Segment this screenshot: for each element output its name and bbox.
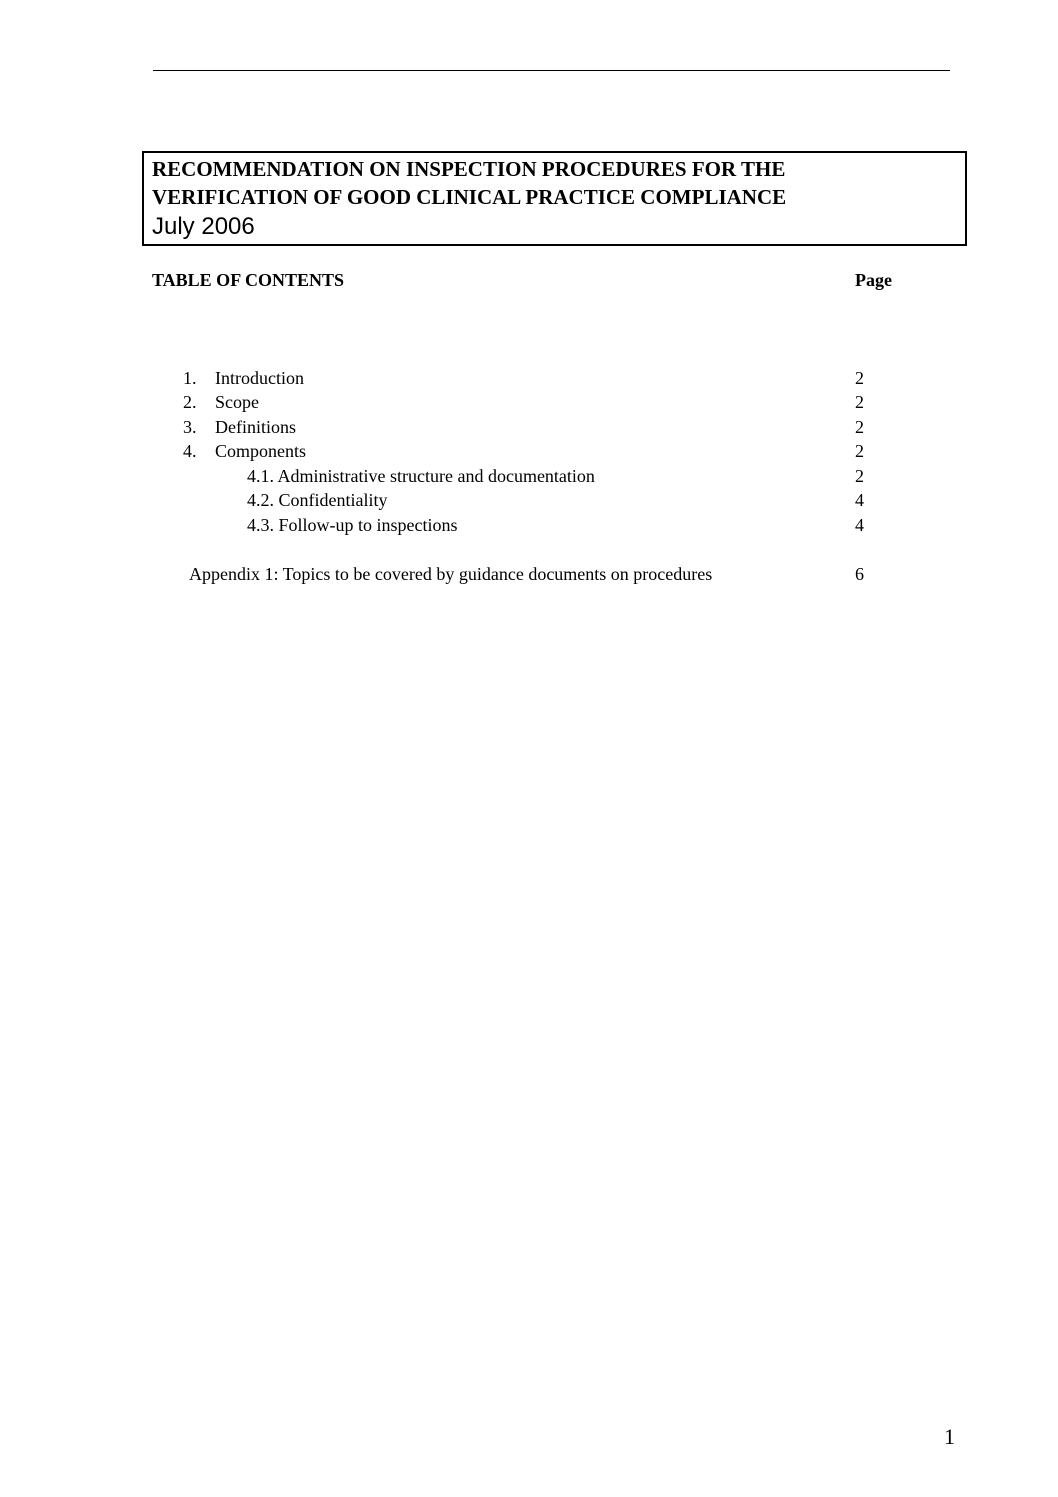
toc-entry-label: 4.2. Confidentiality	[247, 490, 388, 510]
toc-entry-page: 6	[855, 564, 864, 584]
toc-entry-components	[0, 439, 1058, 463]
toc-entry-page: 2	[855, 392, 864, 412]
toc-page-column-heading: Page	[855, 270, 892, 290]
toc-entry-number: 2.	[183, 392, 197, 412]
toc-heading: TABLE OF CONTENTS	[152, 270, 345, 290]
toc-entry-page: 4	[855, 515, 864, 535]
toc-entry-appendix-1	[0, 562, 1058, 586]
document-date: July 2006	[152, 213, 255, 240]
toc-entry-number: 3.	[183, 417, 197, 437]
toc-entry-label: Components	[215, 441, 307, 461]
toc-entry-administrative-structure	[0, 464, 1058, 488]
document-title-line-1: RECOMMENDATION ON INSPECTION PROCEDURES FOR THE	[152, 157, 786, 181]
toc-entry-label: Appendix 1: Topics to be covered by guidance documents on procedures	[189, 564, 713, 584]
toc-entry-page: 4	[855, 490, 864, 510]
document-title-line-2: VERIFICATION OF GOOD CLINICAL PRACTICE COMPLIANCE	[152, 185, 787, 209]
toc-entry-label: Definitions	[215, 417, 296, 437]
toc-entry-scope	[0, 390, 1058, 414]
toc-entry-definitions	[0, 415, 1058, 439]
toc-entry-number: 1.	[183, 368, 197, 388]
toc-entry-follow-up	[0, 513, 1058, 537]
toc-entry-label: Introduction	[215, 368, 304, 388]
toc-entry-introduction	[0, 366, 1058, 390]
toc-entry-confidentiality	[0, 488, 1058, 512]
toc-entry-label: Scope	[215, 392, 259, 412]
toc-entry-number: 4.	[183, 441, 197, 461]
toc-entry-page: 2	[855, 466, 864, 486]
toc-entry-page: 2	[855, 417, 864, 437]
title-box	[142, 151, 967, 246]
page-number: 1	[944, 1424, 955, 1449]
toc-entry-page: 2	[855, 368, 864, 388]
toc-entry-label: 4.1. Administrative structure and documentation	[247, 466, 595, 486]
toc-entry-label: 4.3. Follow-up to inspections	[247, 515, 458, 535]
toc-entry-page: 2	[855, 441, 864, 461]
header-rule	[153, 70, 950, 71]
